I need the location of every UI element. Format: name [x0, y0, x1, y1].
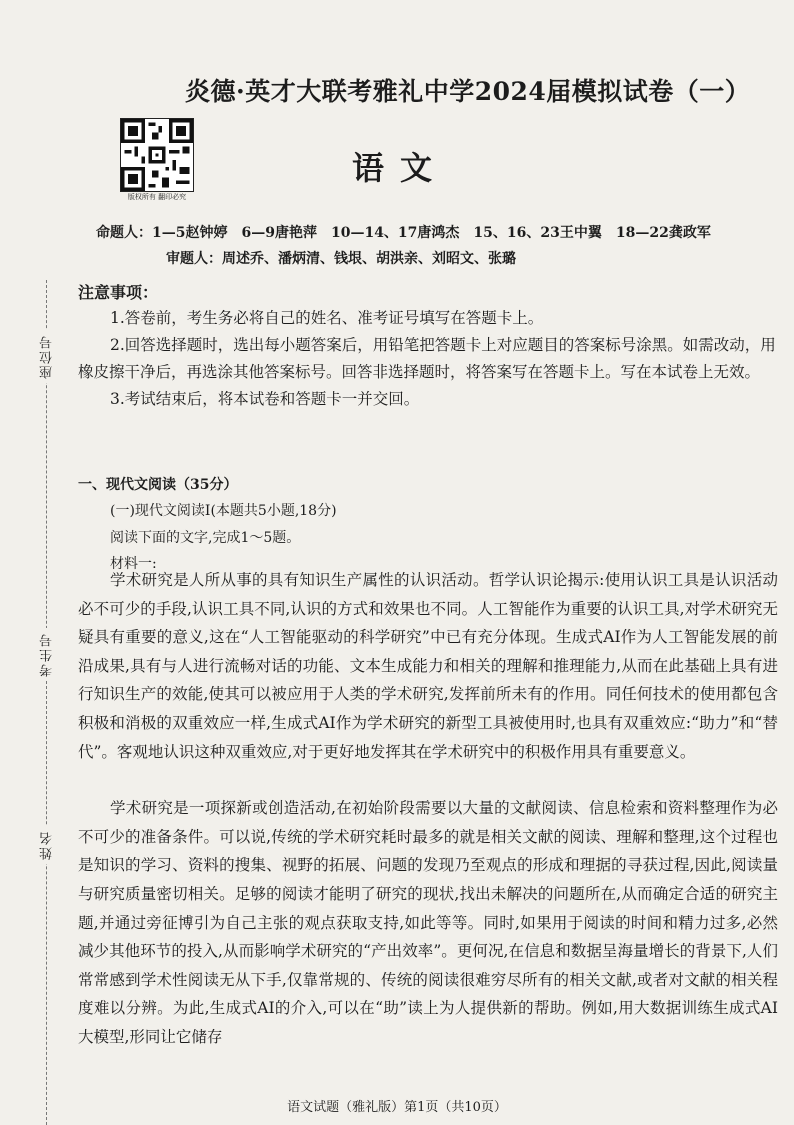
qr-caption: 版权所有 翻印必究	[127, 193, 187, 201]
section-heading: 一、现代文阅读（35分）	[78, 477, 238, 493]
body-paragraph: 学术研究是一项探新或创造活动,在初始阶段需要以大量的文献阅读、信息检索和资料整理作为必不可少的准备条件。可以说,传统的学术研究耗时最多的就是相关文献的阅读、理解和整理,这个过程也是知识的学习、资料的搜集、视野的拓展、问题的发现乃至观点的形成和理据的寻获过程,因此,阅读量与研究质量密切相关。足够的阅读才能明了研究的现状,找出未解决的问题所在,从而确定合适的研究主题,并通过旁征博引为自己主张的观点获取支持,如此等等。同时,如果用于阅读的时间和精力过多,必然减少其他环节的投入,从而影响学术研究的“产出效率”。更何况,在信息和数据呈海量增长的背景下,人们常常感到学术性阅读无从下手,仅靠常规的、传统的阅读很难穷尽所有的相关文献,或者对文献的相关程度难以分辨。为此,生成式AI的介入,可以在“助”读上为人提供新的帮助。例如,用大数据训练生成式AI大模型,形同让它储存	[78, 799, 778, 1046]
authors-line: 命题人：1—5赵钟婷 6—9唐艳萍 10—14、17唐鸿杰 15、16、23王中翼 18—22龚政军	[96, 225, 711, 241]
body-paragraph: 学术研究是人所从事的具有知识生产属性的认识活动。哲学认识论揭示:使用认识工具是认识活动必不可少的手段,认识工具不同,认识的方式和效果也不同。人工智能作为重要的认识工具,对学术研究无疑具有重要的意义,这在“人工智能驱动的科学研究”中已有充分体现。生成式AI作为人工智能发展的前沿成果,具有与人进行流畅对话的功能、文本生成能力和相关的理解和推理能力,从而在此基础上具有进行知识生产的效能,使其可以被应用于人类的学术研究,发挥前所未有的作用。同任何技术的使用都包含积极和消极的双重效应一样,生成式AI作为学术研究的新型工具被使用时,也具有双重效应:“助力”和“替代”。客观地认识这种双重效应,对于更好地发挥其在学术研究中的积极作用具有重要意义。	[78, 571, 778, 761]
seat-number-label: 座位号	[38, 330, 57, 383]
reviewers-line: 审题人：周述乔、潘炳清、钱垠、胡洪亲、刘昭文、张璐	[166, 251, 516, 267]
subject-title: 语文	[351, 149, 448, 187]
exam-title: 炎德·英才大联考雅礼中学2024届模拟试卷（一）	[185, 77, 751, 106]
notice-item: 2.回答选择题时，选出每小题答案后，用铅笔把答题卡上对应题目的答案标号涂黑。如需改动，用橡皮擦干净后，再选涂其他答案标号。回答非选择题时，将答案写在答题卡上。写在本试卷上无效。	[78, 336, 776, 381]
material-body	[78, 566, 778, 1052]
notice-heading: 注意事项：	[78, 283, 159, 302]
qr-code-icon	[120, 118, 194, 192]
reading-instruction: 阅读下面的文字,完成1～5题。	[110, 530, 301, 546]
exam-number-label: 考生号	[38, 628, 57, 681]
material-label: 材料一:	[110, 556, 157, 572]
name-label: 姓名	[38, 826, 57, 864]
notice-item: 3.考试结束后，将本试卷和答题卡一并交回。	[110, 390, 420, 408]
sub-section-heading: (一)现代文阅读Ⅰ(本题共5小题,18分)	[110, 503, 337, 519]
page-footer: 语文试题（雅礼版）第1页（共10页）	[287, 1100, 507, 1115]
notice-item: 1.答卷前，考生务必将自己的姓名、准考证号填写在答题卡上。	[110, 309, 544, 327]
notice-list	[78, 305, 778, 413]
binding-dashed-line	[46, 280, 47, 1125]
